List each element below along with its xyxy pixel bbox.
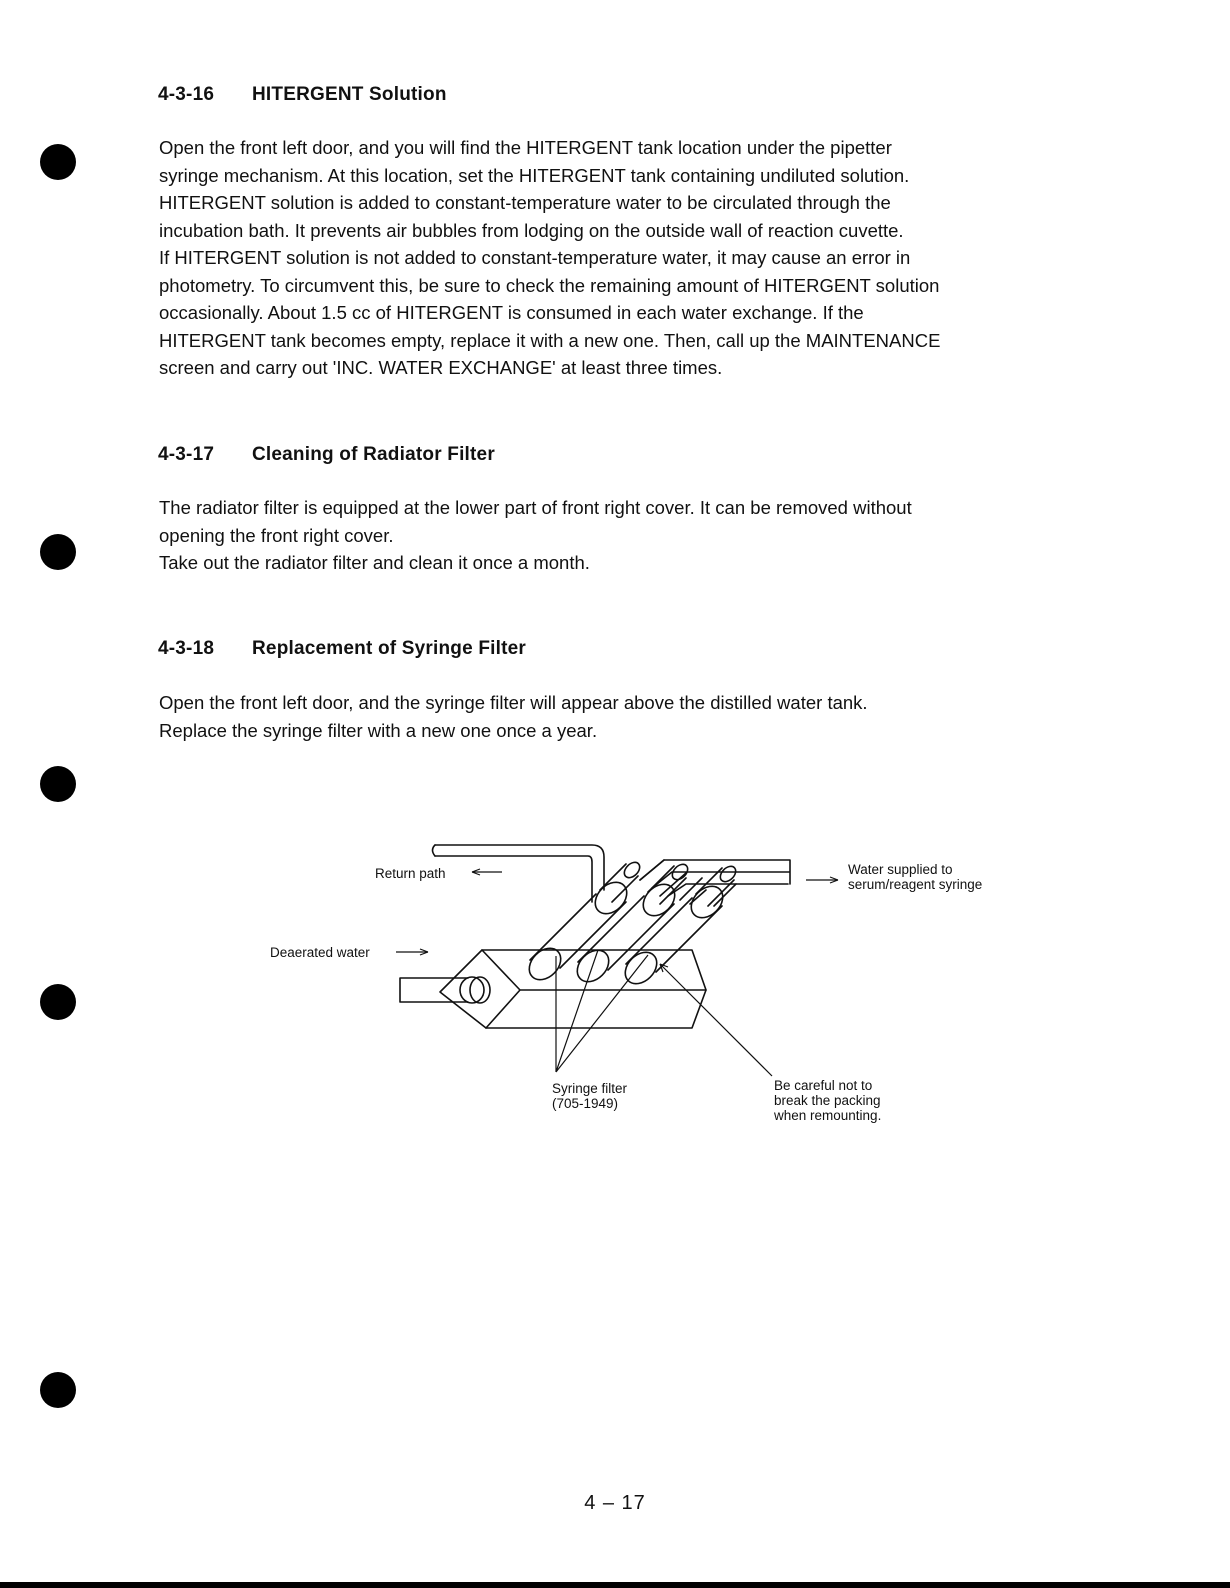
label-deaerated-water: Deaerated water xyxy=(270,945,370,960)
label-water-supplied: serum/reagent syringe xyxy=(848,877,983,892)
label-return-path: Return path xyxy=(375,866,446,881)
section-heading-hitergent xyxy=(158,84,447,106)
page-border xyxy=(0,1582,1230,1588)
paragraph-radiator-filter xyxy=(159,494,1079,577)
binder-hole xyxy=(40,1372,76,1408)
binder-hole xyxy=(40,534,76,570)
label-water-supplied: Water supplied to xyxy=(848,862,953,877)
text-line: incubation bath. It prevents air bubbles from lodging on the outside wall of reaction cuvette. xyxy=(159,219,904,241)
return-path-pipe-end xyxy=(433,845,436,856)
text-line: The radiator filter is equipped at the lower part of front right cover. It can be removed without xyxy=(159,497,912,518)
section-heading-radiator-filter xyxy=(158,444,495,466)
syringe-filter-leader xyxy=(556,950,648,1072)
text-line: occasionally. About 1.5 cc of HITERGENT is consumed in each water exchange. If the xyxy=(159,302,864,323)
text-line: screen and carry out 'INC. WATER EXCHANGE' at least three times. xyxy=(159,357,723,378)
text-line: Take out the radiator filter and clean it once a month. xyxy=(159,552,590,573)
section-number: 4-3-18 xyxy=(158,638,215,659)
page-number: 4 – 17 xyxy=(584,1492,646,1514)
label-careful: break the packing xyxy=(774,1093,881,1108)
section-title: Replacement of Syringe Filter xyxy=(252,638,526,659)
section-title: HITERGENT Solution xyxy=(252,84,447,105)
section-heading-syringe-filter xyxy=(158,638,526,660)
syringe-filter-diagram xyxy=(0,820,1230,1140)
text-line: Open the front left door, and you will find the HITERGENT tank location under the pipetter xyxy=(159,137,892,158)
syringe-filter-cartridge xyxy=(571,861,691,988)
inlet-tube xyxy=(400,978,468,1002)
paragraph-hitergent xyxy=(159,134,1079,382)
syringe-filter-cartridge xyxy=(523,859,643,986)
label-careful: when remounting. xyxy=(774,1108,882,1123)
label-syringe-filter: Syringe filter xyxy=(552,1081,628,1096)
return-path-pipe xyxy=(435,845,604,902)
supply-pipe xyxy=(640,860,790,904)
packing-leader xyxy=(660,964,772,1076)
section-number: 4-3-17 xyxy=(158,444,215,465)
label-careful: Be careful not to xyxy=(774,1078,873,1093)
paragraph-syringe-filter xyxy=(159,689,1079,744)
text-line: If HITERGENT solution is not added to constant-temperature water, it may cause an error in xyxy=(159,247,911,268)
section-title: Cleaning of Radiator Filter xyxy=(252,444,495,465)
text-line: syringe mechanism. At this location, set the HITERGENT tank containing undiluted solution. xyxy=(159,164,910,186)
text-line: Open the front left door, and the syringe filter will appear above the distilled water tank. xyxy=(159,692,868,713)
text-line: opening the front right cover. xyxy=(159,524,394,546)
syringe-filter-cartridge xyxy=(619,863,739,990)
text-line: Replace the syringe filter with a new one once a year. xyxy=(159,719,598,741)
label-part-number: (705-1949) xyxy=(552,1096,619,1111)
text-line: HITERGENT tank becomes empty, replace it with a new one. Then, call up the MAINTENANCE xyxy=(159,329,941,351)
section-number: 4-3-16 xyxy=(158,84,215,105)
text-line: HITERGENT solution is added to constant-temperature water to be circulated through the xyxy=(159,192,891,213)
binder-hole xyxy=(40,766,76,802)
text-line: photometry. To circumvent this, be sure to check the remaining amount of HITERGENT solution xyxy=(159,274,940,296)
binder-hole xyxy=(40,144,76,180)
